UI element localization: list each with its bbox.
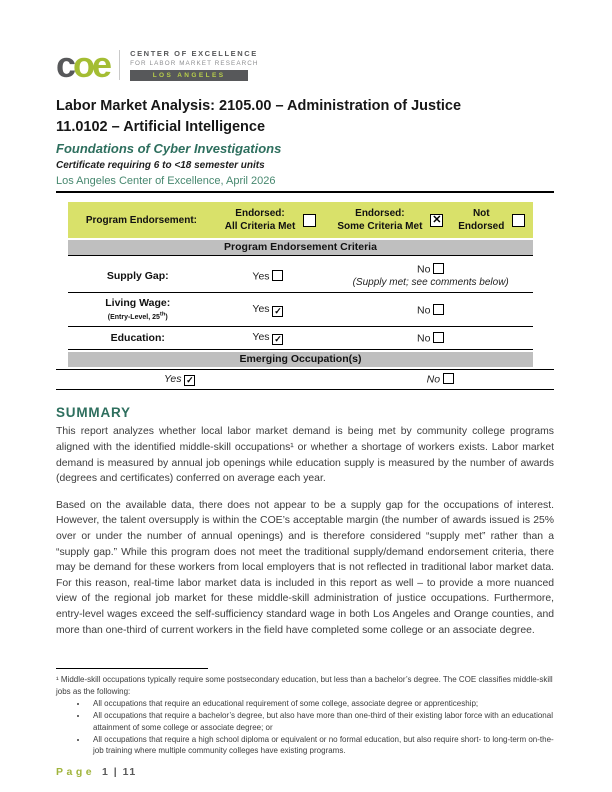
footnote-bullet: • All occupations that require an educational requirement of some college, associate degree or apprenticeship; [88, 698, 554, 709]
logo-divider [119, 50, 120, 80]
report-title-line2: 11.0102 – Artificial Intelligence [56, 118, 266, 135]
coe-logo-icon [56, 44, 110, 85]
coe-logo [56, 46, 554, 84]
title-block [56, 96, 554, 193]
living-wage-yes-checkbox[interactable]: ✓ [274, 305, 282, 316]
summary-paragraph-2: Based on the available data, there does not appear to be a supply gap for the occupations of interest. However, the talent oversupply is within the COE’s acceptable margin (the number of awards issued is 25% over or under the number of annual openings) and is therefore considered “supply met” rather than a “supply gap.” While this program does not meet the traditional supply/demand endorsement criteria, there may be demand for these workers from local employers that is not reflected in traditional labor market data. For this reason, real-time labor market data is included in this report as well – to provide a more nuanced view of the regional job market for these middle-skill administration of justice occupations. Furthermore, entry-level wages exceed the self-sufficiency standard wage in both Los Angeles and Orange counties, and more than one-third of current workers in the field have completed some college or an associate degree. [56, 499, 554, 636]
emerging-occupations-header: Emerging Occupation(s) [68, 352, 533, 367]
supply-gap-no-cell: No (Supply met; see comments below) [328, 263, 533, 289]
endorsement-table [68, 202, 533, 367]
living-wage-row [68, 293, 533, 327]
education-row [68, 327, 533, 350]
endorsement-row-label-cell [70, 207, 213, 233]
option-not-endorsed-label: Not Endorsed [458, 208, 505, 233]
footnote-bullet: • All occupations that require a bachelor’s degree, but also have more than one-third of their existing labor force with an educational attainment of some college or associate degree; or [88, 710, 554, 733]
checkbox-all-criteria-met[interactable] [303, 214, 316, 227]
education-yes-checkbox[interactable]: ✓ [274, 333, 282, 344]
page-footer [56, 766, 554, 778]
logo-org-name: CENTER OF EXCELLENCE [130, 48, 258, 58]
checkbox-not-endorsed[interactable] [512, 214, 525, 227]
education-no-checkbox[interactable] [433, 332, 444, 343]
education-label: Education: [110, 331, 165, 344]
logo-org-subtitle: FOR LABOR MARKET RESEARCH [130, 59, 259, 67]
footnote-text [56, 674, 554, 757]
logo-letter-o: o [73, 44, 93, 85]
footnote-section [56, 668, 554, 757]
option-some-criteria-label: Endorsed: Some Criteria Met [337, 208, 423, 233]
page-label: Page [56, 765, 96, 778]
option-all-criteria-met [213, 207, 328, 233]
program-endorsement-label: Program Endorsement: [85, 214, 198, 226]
checkbox-some-criteria-met[interactable]: ✕ [432, 213, 442, 226]
emerging-yes-checkbox[interactable]: ✓ [186, 375, 194, 386]
supply-gap-yes-cell: Yes [208, 270, 329, 283]
emerging-no-checkbox[interactable] [443, 373, 454, 384]
option-some-criteria-met [328, 207, 452, 233]
education-no-cell: No [328, 332, 533, 345]
living-wage-label: Living Wage: (Entry-Level, 25th) [105, 297, 171, 321]
education-yes-cell: Yes ✓ [252, 331, 282, 344]
supply-gap-note: (Supply met; see comments below) [352, 276, 509, 288]
logo-letter-e: e [92, 44, 110, 85]
footnote-bullet: • All occupations that require a high school diploma or equivalent or no formal education, but also require short- to long-term on-the-job training where multiple community colleges have existing programs. [88, 734, 554, 757]
living-wage-no-cell: No [328, 304, 533, 317]
supply-gap-yes-checkbox[interactable] [272, 270, 283, 281]
summary-heading: SUMMARY [56, 405, 131, 421]
option-not-endorsed [453, 207, 531, 233]
emerging-yes-cell: Yes ✓ [164, 372, 194, 386]
footnote-separator [56, 668, 208, 669]
emerging-occupations-row [56, 369, 554, 391]
emerging-no-cell: No [427, 373, 454, 387]
logo-wordmark [130, 49, 259, 82]
supply-gap-no-checkbox[interactable] [433, 263, 444, 274]
logo-region-banner: LOS ANGELES [130, 70, 248, 82]
option-all-criteria-label: Endorsed: All Criteria Met [224, 208, 296, 233]
page-number: 1 | 11 [102, 765, 137, 778]
program-name: Foundations of Cyber Investigations [56, 141, 282, 157]
footnote-intro: ¹ Middle-skill occupations typically require some postsecondary education, but less than a bachelor’s degree. The COE classifies middle-skill jobs as the following: [56, 675, 553, 696]
living-wage-yes-cell: Yes ✓ [252, 303, 282, 316]
footnote-bullet-list [56, 698, 554, 757]
source-and-date: Los Angeles Center of Excellence, April 2026 [56, 175, 554, 193]
summary-paragraph-1: This report analyzes whether local labor market demand is being met by community college programs aligned with the identified middle-skill occupations¹ or whether a shortage of workers exists. Labor market demand is measured by annual job openings while education supply is measured by the number of awards (degrees and certificates) conferred on average each year. [56, 426, 554, 485]
logo-letter-c: c [56, 44, 74, 85]
living-wage-sublabel: (Entry-Level, 25th) [107, 311, 168, 321]
criteria-section-header: Program Endorsement Criteria [68, 240, 533, 256]
certificate-description: Certificate requiring 6 to <18 semester units [56, 160, 265, 172]
living-wage-no-checkbox[interactable] [433, 304, 444, 315]
endorsement-header-row [68, 202, 533, 238]
report-title-line1: Labor Market Analysis: 2105.00 – Administration of Justice [56, 98, 462, 114]
supply-gap-row [68, 256, 533, 293]
supply-gap-label: Supply Gap: [106, 269, 169, 282]
